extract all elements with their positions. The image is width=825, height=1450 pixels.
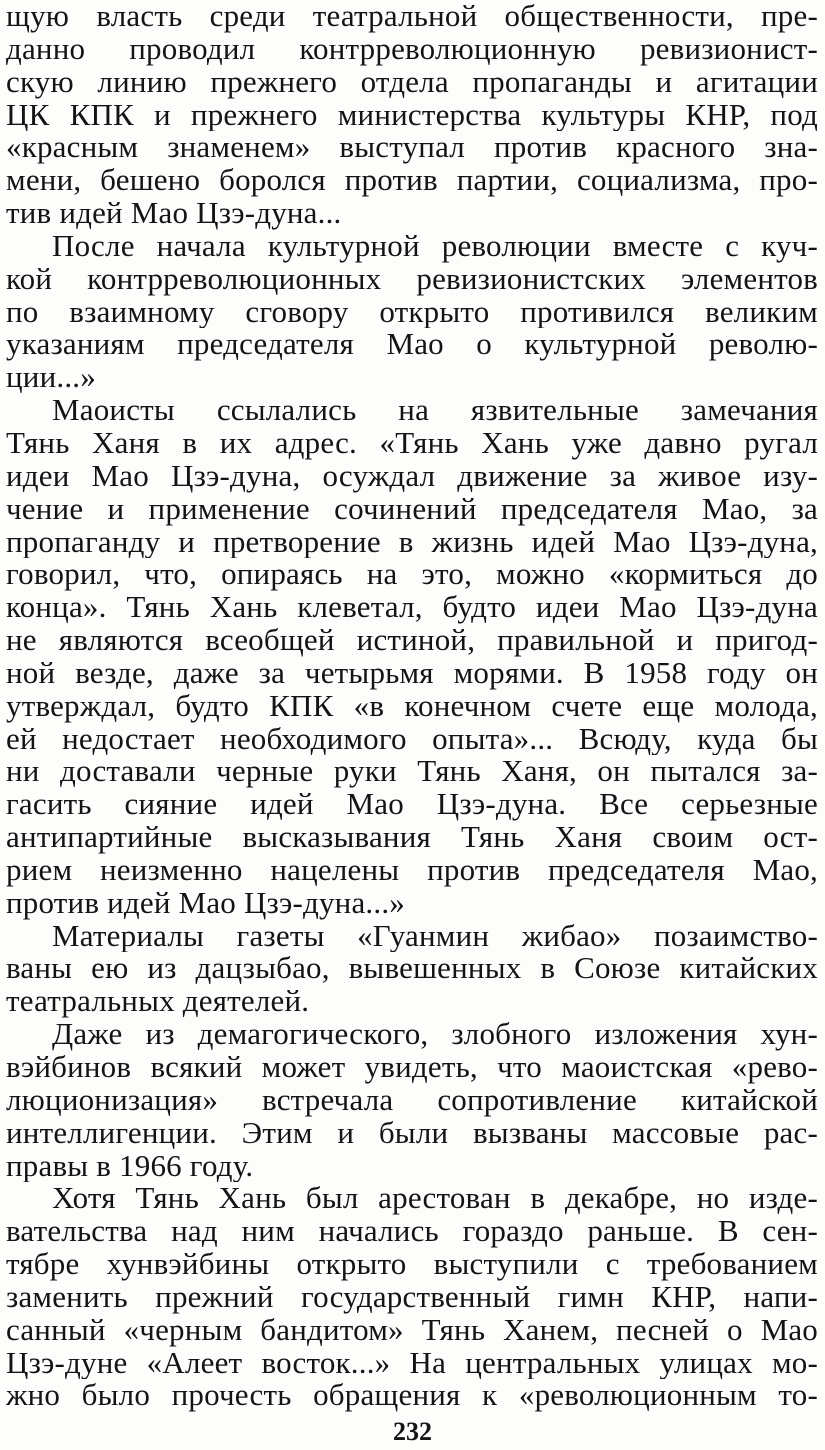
text-line: указаниям председателя Мао о культурной револю- — [6, 328, 818, 362]
text-line: ей недостает необходимого опыта»... Всюду, куда бы — [6, 722, 818, 756]
text-line: После начала культурной революции вместе с куч- — [52, 229, 818, 263]
text-line: «красным знаменем» выступал против красного зна- — [6, 131, 818, 165]
text-line: идеи Мао Цзэ-дуна, осуждал движение за живое изу- — [6, 459, 818, 493]
text-line: люционизация» встречала сопротивление китайской — [6, 1083, 818, 1117]
text-line: пропаганду и претворение в жизнь идей Мао Цзэ-дуна, — [6, 525, 818, 559]
text-line: говорил, что, опираясь на это, можно «кормиться до — [6, 558, 818, 592]
text-line: ни доставали черные руки Тянь Ханя, он пытался за- — [6, 755, 818, 789]
text-line: санный «черным бандитом» Тянь Ханем, песней о Мао — [6, 1313, 818, 1347]
text-line: вэйбинов всякий может увидеть, что маоистская «рево- — [6, 1051, 818, 1084]
text-line: заменить прежний государственный гимн КНР, напи- — [6, 1280, 818, 1314]
text-line: ЦК КПК и прежнего министерства культуры КНР, под — [6, 98, 818, 132]
text-line: тив идей Мао Цзэ-дуна... — [6, 197, 342, 230]
text-line: театральных деятелей. — [6, 985, 310, 1019]
text-line: Маоисты ссылались на язвительные замечания — [52, 394, 818, 427]
text-line: Даже из демагогического, злобного изложения хун- — [52, 1018, 818, 1051]
text-line: Хотя Тянь Хань был арестован в декабре, но изде- — [52, 1182, 818, 1216]
text-line: мени, бешено боролся против партии, социализма, про- — [6, 164, 818, 198]
text-line: чение и применение сочинений председателя Мао, за — [6, 492, 818, 526]
text-line: интеллигенции. Этим и были вызваны массовые рас- — [6, 1116, 818, 1150]
text-line: жно было прочесть обращения к «революционным то- — [6, 1379, 818, 1413]
text-line: ной везде, даже за четырьмя морями. В 1958 году он — [6, 656, 818, 690]
text-line: тябре хунвэйбины открыто выступили с требованием — [6, 1248, 818, 1281]
text-line: Тянь Ханя в их адрес. «Тянь Хань уже давно ругал — [6, 426, 818, 460]
text-line: кой контрреволюционных ревизионистских элементов — [6, 262, 818, 296]
text-line: данно проводил контрреволюционную ревизионист- — [6, 32, 818, 66]
body-text — [6, 0, 818, 1412]
text-line: скую линию прежнего отдела пропаганды и агитации — [6, 65, 818, 99]
text-line: против идей Мао Цзэ-дуна...» — [6, 886, 405, 920]
text-line: вательства над ним начались гораздо раньше. В сен- — [6, 1215, 818, 1249]
text-line: ции...» — [6, 361, 96, 395]
text-line: Цзэ-дуне «Алеет восток...» На центральных улицах мо- — [6, 1346, 818, 1380]
text-line: Материалы газеты «Гуанмин жибао» позаимство- — [52, 919, 818, 953]
text-line: правы в 1966 году. — [6, 1149, 254, 1183]
text-line: щую власть среди театральной общественности, пре- — [6, 0, 818, 33]
text-line: антипартийные высказывания Тянь Ханя своим ост- — [6, 821, 818, 854]
text-line: гасить сияние идей Мао Цзэ-дуна. Все серьезные — [6, 788, 818, 822]
text-line: рием неизменно нацелены против председателя Мао, — [6, 853, 818, 887]
page-number: 232 — [393, 1417, 432, 1446]
text-line: конца». Тянь Хань клеветал, будто идеи Мао Цзэ-дуна — [6, 591, 818, 625]
text-line: не являются всеобщей истиной, правильной и пригод- — [6, 624, 818, 657]
text-line: по взаимному сговору открыто противился великим — [6, 295, 818, 329]
text-line: ваны ею из дацзыбао, вывешенных в Союзе китайских — [6, 952, 818, 986]
text-line: утверждал, будто КПК «в конечном счете еще молода, — [6, 689, 818, 723]
